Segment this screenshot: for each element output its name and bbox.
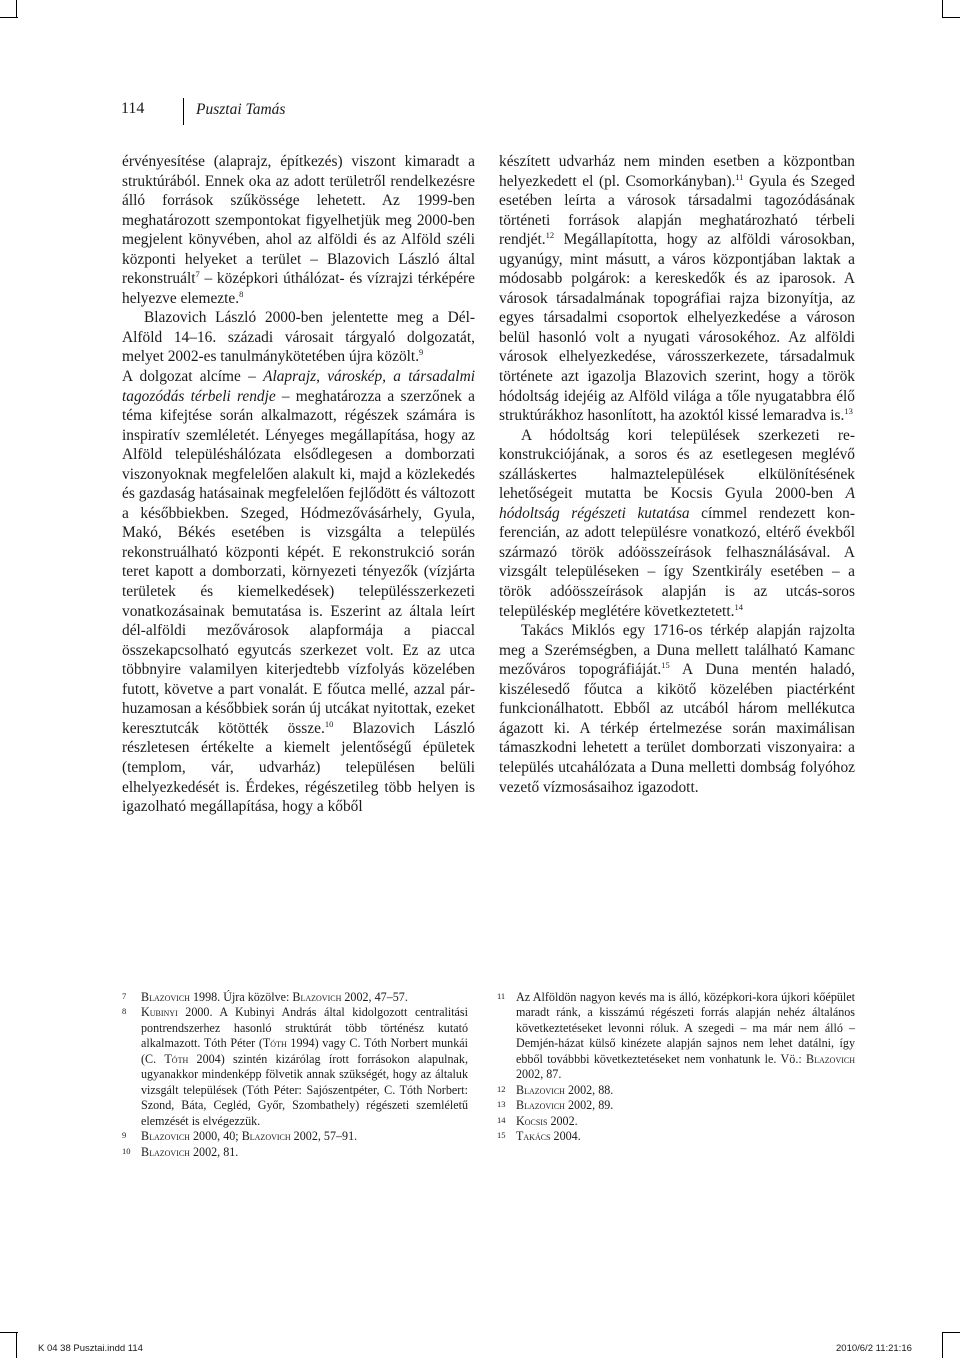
running-title: Pusztai Tamás (196, 101, 286, 118)
footnote: 11 Az Alföldön nagyon kevés ma is álló, középkori-kora újkori kőépület maradt ránk, a kisszámú régészeti forrás alapján nehéz általános következtetéseket levonni róluk. A szegedi – ma már nem álló – Demjén-házat külső kinézete alapján sajnos nem lehet datálni, így ebből továbbbi következtetéseket nem vonhatunk le. Vö.: Blazovich 2002, 87. (497, 990, 855, 1082)
footnote-ref[interactable]: 12 (545, 230, 555, 241)
crop-mark (942, 1332, 960, 1333)
footnote: 8 Kubinyi 2000. A Kubinyi András által kidolgozott centralitási pontrendszerhez hasonló struktúrát több történész kutató alkalmazott. Tóth Péter (Tóth 1994) vagy C. Tóth Norbert munkái (C. Tóth 2004) szintén kizárólag írott forrásokon alapulnak, ugyanakkor mindenképp fölvetik annak szükségét, hogy az általuk vizsgált települések (Tóth Péter: Sajószentpéter, C. Tóth Norbert: Szond, Báta, Cegléd, Győr, Szombathely) régészeti szemléletű elemzését is elvégezzük. (122, 1005, 468, 1128)
paragraph: Blazovich László 2000-ben jelentette meg a Dél-Alföld 14–16. századi városait tárgyaló dolgozatát, melyet 2002-es tanulmánykötetében újra közölt.$^9$ (122, 309, 475, 366)
footnote: 7 Blazovich 1998. Újra közölve: Blazovich 2002, 47–57. (122, 990, 408, 1004)
crop-mark (16, 0, 17, 18)
italic-title: Alaprajz, városkép, a társadalmi tagozódás térbeli rendje (122, 368, 475, 405)
crop-mark (942, 1332, 943, 1358)
footnote-ref[interactable]: 7 (195, 269, 200, 280)
footnote: 12 Blazovich 2002, 88. (497, 1082, 614, 1097)
paragraph: Takács Miklós egy 1716-os térkép alapján rajzolta meg a Szerémségben, a Duna mellett található Kamanc mezőváros topográfiáját.$^{15}$ A Duna mentén haladó, kiszélesedő főutca a kikötő közelében piactérként funkcionálhatott. Ebből az utcából három mellékutca ágazott ki. A térkép értelmezése során maximálisan támaszkodni lehetett a terület domborzati viszonyaira: a település utcahálózata a Duna melletti dombság folyóhoz vezető vízmosásaihoz igazodott. (499, 622, 855, 796)
footnotes-left (122, 990, 468, 1160)
crop-mark (0, 17, 18, 18)
footnote: 13 Blazovich 2002, 89. (497, 1098, 614, 1113)
footnote-ref[interactable]: 11 (735, 171, 744, 182)
text-column-right (499, 152, 855, 797)
crop-mark (942, 17, 960, 18)
italic-title: A hódoltság régészeti kutatása (499, 485, 855, 522)
page-number: 114 (121, 100, 145, 117)
footnote: 10 Blazovich 2002, 81. (122, 1144, 239, 1159)
footnote: 9 Blazovich 2000, 40; Blazovich 2002, 57–91. (122, 1129, 358, 1144)
crop-mark (0, 1332, 18, 1333)
footnote: 15 Takács 2004. (497, 1129, 581, 1144)
text-column-left (122, 152, 475, 817)
footnote-ref[interactable]: 10 (324, 718, 334, 729)
crop-mark (16, 1332, 17, 1358)
footnote: 14 Kocsis 2002. (497, 1113, 578, 1128)
paragraph: A dolgozat alcíme – Alaprajz, városkép, a társadalmi tagozódás térbeli rendje – meghatározza a szerzőnek a téma kifejtése során alkalmazott, régészek számára is inspiratív szemléletét. Lényeges megállapítása, hogy az Alföld településhálózata elsődlegesen a domborzati viszonyoknak megfelelően alakult ki, majd a közlekedés és gazdaság hatásainak megfelelően fejlődött és változott a későbbiekben. Szeged, Hódmezővásárhely, Gyula, Makó, Békés esetében is vizsgálta a település rekonstruálható központi képét. E rekonstrukció során teret kapott a domborzati, környezeti tényezők (vízjárta területek és kiemelkedések) településszerkezeti vonatkozásainak bemutatása is. Eszerint az általa leírt dél-alföldi mezővárosok alapformája a piaccal összekapcsolható egyutcás szerkezet volt. Ez az utca többnyire valamilyen kiterjedtebb vízfolyás közelében futott, követve a part vonalát. E főutca mellé, azzal párhuzamosan a későbbiek során új utcákat nyitottak, ezeket keresztutcák kötötték össze.$^{10}$ Blazovich László részletesen értékelte a kiemelt jelentőségű épületek (templom, vár, udvarház) településen belüli elhelyezkedését is. Érdekes, régészetileg több helyen is igazolható megállapítása, hogy a kőből (122, 368, 476, 816)
header-divider (183, 98, 184, 125)
paragraph: készített udvarház nem minden esetben a központban helyezkedett el (pl. Csomorkányban).$^{11}$ Gyula és Szeged esetében leírta a városok társadalmi tagozódásának történeti források alapján meghatározható térbeli rendjét.$^{12}$ Megállapította, hogy az alföldi városokban, ugyanúgy, mint másutt, a város központjában laktak a módosabb polgárok: a kereskedők és az iparosok. A városok társadalmának topográfiai rajza bizonyítja, az egyes társadalmi csoportok elhelyezkedése a városon belül hasonló volt a nyugati városokéhoz. Az alföldi városok elhelyezkedése, városszerkezete, társadalmuk története azt igazolja Blazovich szerint, hogy a török hódoltság idejéig az Alföld világa a tőle nyugatabbra élő struktúrákhoz hasonlított, ha azoktól kissé lemaradva is.$^{13}$ (499, 153, 856, 425)
footnote-ref[interactable]: 13 (844, 405, 853, 416)
footnotes-right (497, 990, 855, 1145)
footnote-ref[interactable]: 15 (661, 660, 670, 671)
footnote-ref[interactable]: 9 (419, 347, 424, 358)
slug-timestamp: 2010/6/2 11:21:16 (836, 1343, 912, 1354)
slug-filename: K 04 38 Pusztai.indd 114 (38, 1343, 143, 1354)
footnote-ref[interactable]: 8 (239, 288, 244, 299)
footnote-ref[interactable]: 14 (734, 601, 743, 612)
crop-mark (942, 0, 943, 18)
paragraph: érvényesítése (alaprajz, építkezés) viszont kimaradt a struktúrából. Ennek oka az adott területről rendelkezésre álló források szűkössége lehetett. Az 1999-ben meghatározott szempontokat figyelhetjük meg 2000-ben megjelent könyvében, ahol az alföldi és az Alföld széli központi helyeket a terület – Blazovich László által rekonstruált$^7$ – középkori úthálózat- és vízrajzi térképére helyezve elemezte.$^8$ (122, 153, 475, 307)
paragraph: A hódoltság kori települések szerkezeti rekonstrukciójának, a soros és az esetlegesen meglévő szálláskertes halmaztelepülések elkülönítésének lehetőségeit mutatta be Kocsis Gyula 2000-ben A hódoltság régészeti kutatása címmel rendezett konferencián, az adott településre vonatkozó, eltérő évekből származó török adóösszeírások felhasználásával. A vizsgált településeken – így Szentkirály esetében – a török adóösszeírások alapján is az utcás-soros településkép meglétére következtetett.$^{14}$ (499, 426, 855, 620)
